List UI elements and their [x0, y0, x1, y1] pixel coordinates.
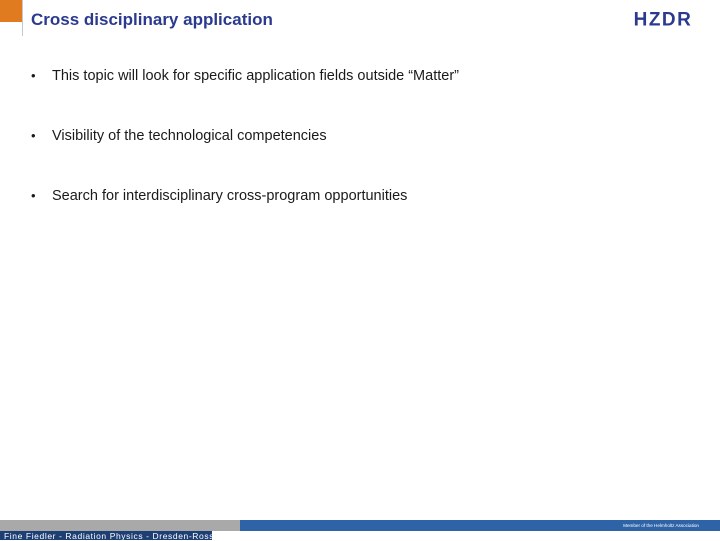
- bullet-item: [31, 68, 459, 84]
- bullet-dot: •: [31, 128, 36, 143]
- footer-gray-bar: [0, 520, 240, 531]
- footer-helmholtz-text: Member of the Helmholtz Association: [623, 523, 699, 528]
- slide-title: Cross disciplinary application: [31, 10, 273, 29]
- bullet-dot: •: [31, 188, 36, 203]
- bullet-dot: •: [31, 68, 36, 83]
- bullet-item: [31, 188, 407, 204]
- bullet-text: Visibility of the technological competencies: [52, 128, 327, 144]
- title-accent-square: [0, 0, 22, 22]
- bullet-text: This topic will look for specific application fields outside “Matter”: [52, 68, 459, 84]
- logo-text: HZDR: [633, 10, 693, 28]
- footer-author-text: Fine Fiedler - Radiation Physics - Dresden-Rossendorf: [4, 531, 242, 541]
- title-divider: [22, 0, 23, 36]
- bullet-item: [31, 128, 327, 144]
- hzdr-logo-icon: [618, 10, 708, 28]
- bullet-text: Search for interdisciplinary cross-program opportunities: [52, 188, 408, 204]
